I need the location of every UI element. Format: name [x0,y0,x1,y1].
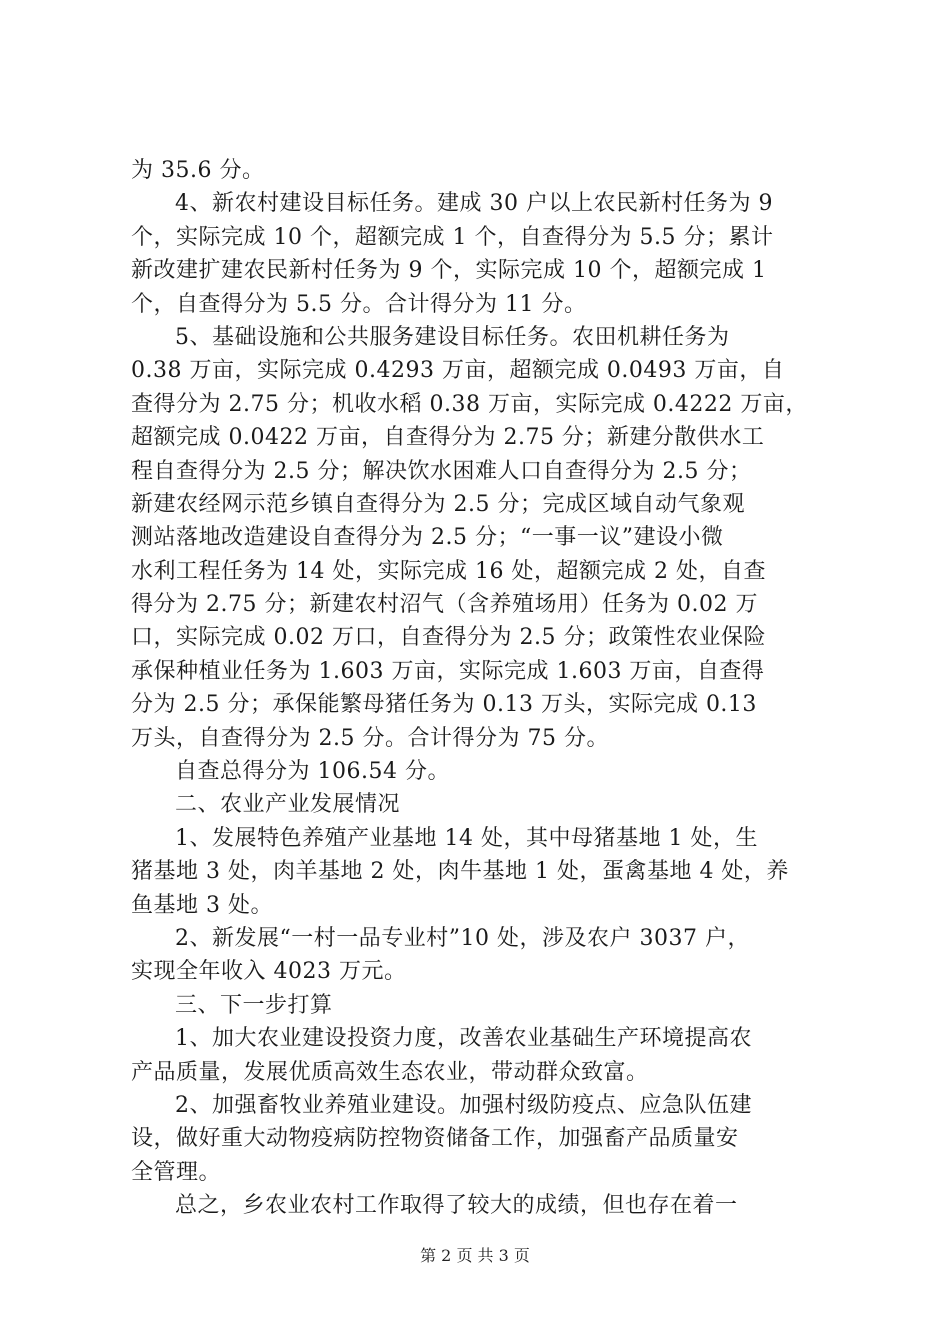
text-line: 全管理。 [131,1159,222,1185]
text-line: 1、加大农业建设投资力度，改善农业基础生产环境提高农 [175,1026,752,1052]
text-line: 新改建扩建农民新村任务为 9 个，实际完成 10 个，超额完成 1 [131,258,767,284]
text-line: 个，实际完成 10 个，超额完成 1 个，自查得分为 5.5 分；累计 [131,224,774,250]
text-line: 得分为 2.75 分；新建农村沼气（含养殖场用）任务为 0.02 万 [131,592,758,618]
text-line: 2、新发展“一村一品专业村”10 处，涉及农户 3037 户， [175,925,750,951]
text-line: 4、新农村建设目标任务。建成 30 户以上农民新村任务为 9 [175,191,773,217]
text-line: 万头，自查得分为 2.5 分。合计得分为 75 分。 [131,725,609,751]
text-line: 自查总得分为 106.54 分。 [175,759,450,785]
text-line: 三、下一步打算 [175,992,333,1018]
text-line: 0.38 万亩，实际完成 0.4293 万亩，超额完成 0.0493 万亩，自 [131,358,785,384]
text-line: 二、农业产业发展情况 [175,792,401,818]
text-line: 总之，乡农业农村工作取得了较大的成绩，但也存在着一 [175,1193,738,1219]
text-line: 口，实际完成 0.02 万口，自查得分为 2.5 分；政策性农业保险 [131,625,766,651]
text-line: 测站落地改造建设自查得分为 2.5 分；“一事一议”建设小微 [131,525,724,551]
text-line: 设，做好重大动物疫病防控物资储备工作，加强畜产品质量安 [131,1126,739,1152]
text-line: 实现全年收入 4023 万元。 [131,959,407,985]
text-line: 超额完成 0.0422 万亩，自查得分为 2.75 分；新建分散供水工 [131,425,765,451]
text-line: 新建农经网示范乡镇自查得分为 2.5 分；完成区域自动气象观 [131,491,745,517]
text-line: 产品质量，发展优质高效生态农业，带动群众致富。 [131,1059,649,1085]
text-line: 个，自查得分为 5.5 分。合计得分为 11 分。 [131,291,587,317]
page-footer: 第 2 页 共 3 页 [420,1246,530,1265]
text-line: 为 35.6 分。 [131,158,265,183]
text-line: 承保种植业任务为 1.603 万亩，实际完成 1.603 万亩，自查得 [131,658,765,684]
text-line: 5、基础设施和公共服务建设目标任务。农田机耕任务为 [175,324,730,350]
text-line: 鱼基地 3 处。 [131,892,273,918]
document-body [131,154,831,1223]
text-line: 程自查得分为 2.5 分；解决饮水困难人口自查得分为 2.5 分； [131,458,752,484]
text-line: 猪基地 3 处，肉羊基地 2 处，肉牛基地 1 处，蛋禽基地 4 处，养 [131,859,789,885]
text-line: 2、加强畜牧业养殖业建设。加强村级防疫点、应急队伍建 [175,1092,752,1118]
text-line: 1、发展特色养殖产业基地 14 处，其中母猪基地 1 处，生 [175,825,758,851]
text-line: 查得分为 2.75 分；机收水稻 0.38 万亩，实际完成 0.4222 万亩， [131,391,808,417]
text-line: 水利工程任务为 14 处，实际完成 16 处，超额完成 2 处，自查 [131,558,766,584]
text-line: 分为 2.5 分；承保能繁母猪任务为 0.13 万头，实际完成 0.13 [131,692,757,718]
